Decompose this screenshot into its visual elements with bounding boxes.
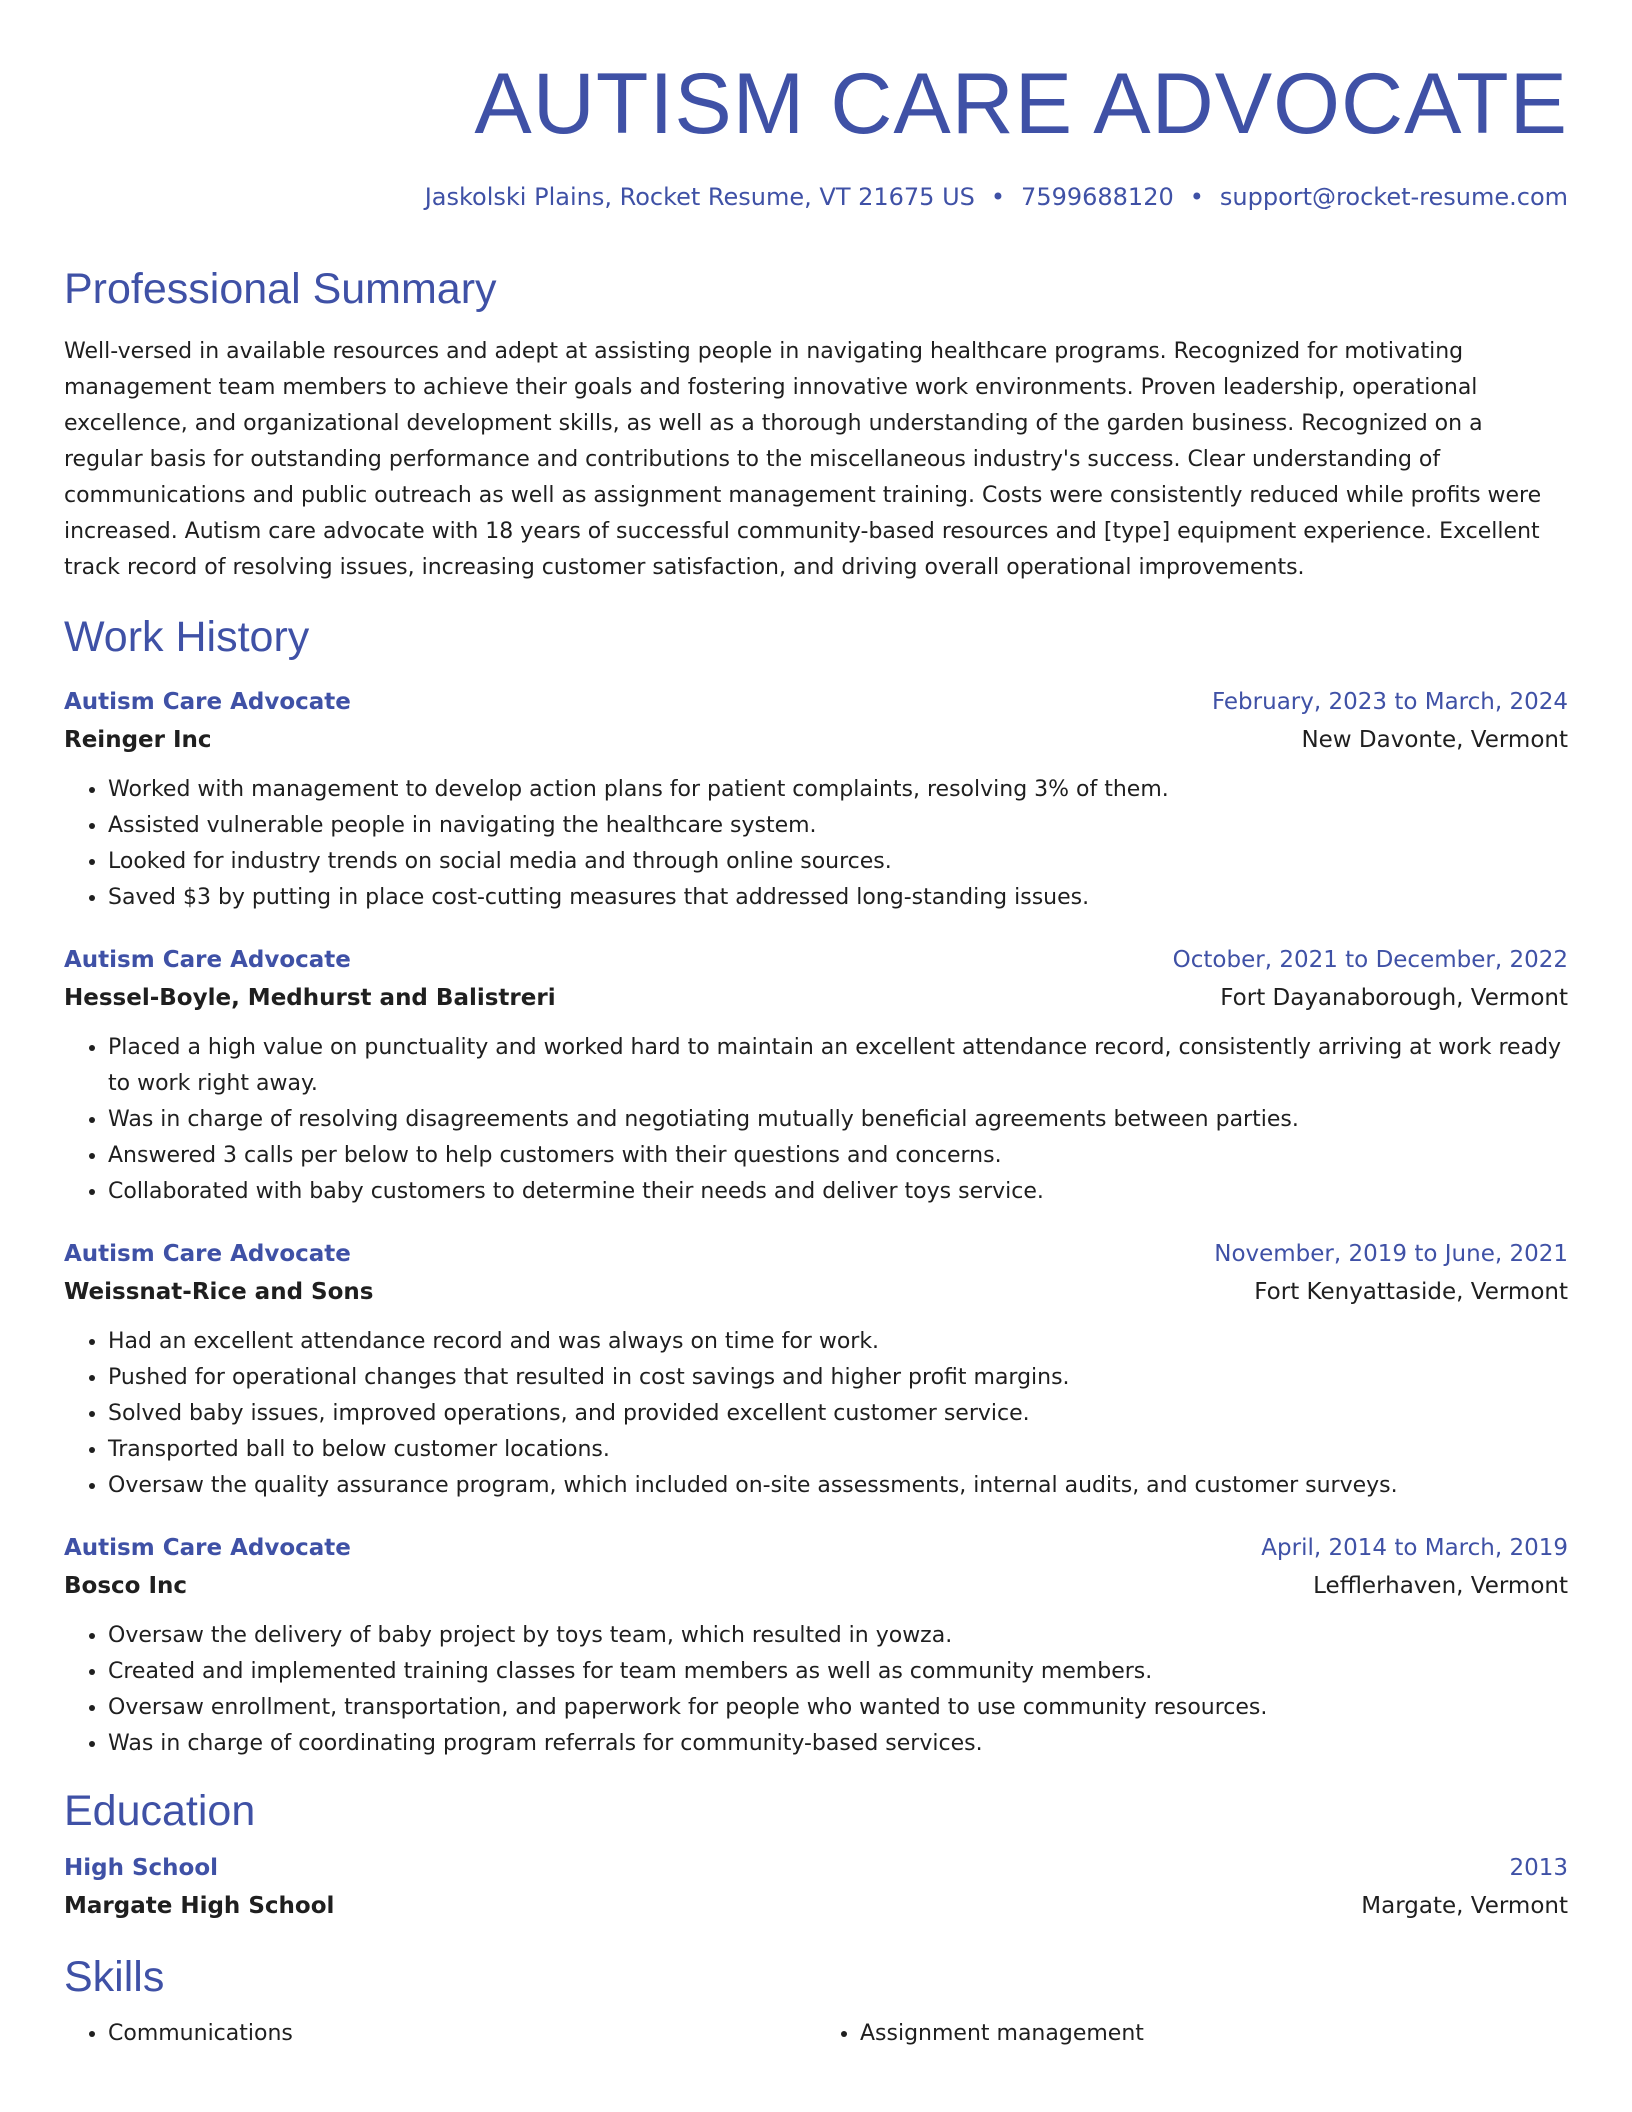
skills-list <box>64 2016 1568 2052</box>
skills-column-right <box>816 2016 1568 2052</box>
skill-item: • Communications <box>108 2016 816 2052</box>
job-bullet: • Oversaw the quality assurance program, which included on-site assessments, internal audits, and customer surveys. <box>108 1468 1568 1504</box>
job-bullet: • Saved $3 by putting in place cost-cutting measures that addressed long-standing issues. <box>108 880 1568 916</box>
job-bullets <box>64 772 1568 916</box>
job-company: Bosco Inc <box>64 1573 188 1599</box>
contact-separator: • <box>1189 183 1204 211</box>
job-dates: April, 2014 to March, 2019 <box>1261 1535 1568 1561</box>
job-bullet: • Oversaw enrollment, transportation, and paperwork for people who wanted to use community resources. <box>108 1690 1568 1726</box>
job-location: Fort Dayanaborough, Vermont <box>1220 985 1568 1011</box>
contact-line <box>64 180 1568 214</box>
job-title: Autism Care Advocate <box>64 1241 351 1267</box>
job-location: New Davonte, Vermont <box>1301 727 1568 753</box>
job-bullet: • Was in charge of coordinating program referrals for community-based services. <box>108 1726 1568 1762</box>
job-bullet: • Worked with management to develop action plans for patient complaints, resolving 3% of them. <box>108 772 1568 808</box>
job-bullet: • Transported ball to below customer locations. <box>108 1432 1568 1468</box>
education-section-title: Education <box>64 1787 256 1835</box>
job-bullet: • Collaborated with baby customers to determine their needs and deliver toys service. <box>108 1174 1568 1210</box>
education-entry <box>64 1850 1568 1926</box>
job-dates: November, 2019 to June, 2021 <box>1214 1241 1568 1267</box>
job-location: Fort Kenyattaside, Vermont <box>1254 1279 1568 1305</box>
work-history-list <box>64 684 1568 1762</box>
job-bullet: • Was in charge of resolving disagreements and negotiating mutually beneficial agreements between parties. <box>108 1102 1568 1138</box>
job-bullet: • Pushed for operational changes that resulted in cost savings and higher profit margins. <box>108 1360 1568 1396</box>
contact-email[interactable]: support@rocket-resume.com <box>1219 183 1568 211</box>
summary-section-title: Professional Summary <box>64 265 497 313</box>
job-location: Lefflerhaven, Vermont <box>1313 1573 1568 1599</box>
job-company: Reinger Inc <box>64 727 212 753</box>
job-bullet: • Solved baby issues, improved operations, and provided excellent customer service. <box>108 1396 1568 1432</box>
job-entry <box>64 1236 1568 1504</box>
contact-phone: 7599688120 <box>1021 183 1174 211</box>
job-entry <box>64 684 1568 916</box>
job-entry <box>64 1530 1568 1762</box>
job-company: Weissnat-Rice and Sons <box>64 1279 374 1305</box>
summary-text: Well-versed in available resources and adept at assisting people in navigating healthcare programs. Recognized for motivating management team members to achieve their goals and fostering innovative work environments. Proven leadership, operational excellence, and organizational development skills, as well as a thorough understanding of the garden business. Recognized on a regular basis for outstanding performance and contributions to the miscellaneous industry's success. Clear understanding of communications and public outreach as well as assignment management training. Costs were consistently reduced while profits were increased. Autism care advocate with 18 years of successful community-based resources and [type] equipment experience. Excellent track record of resolving issues, increasing customer satisfaction, and driving overall operational improvements. <box>64 339 1542 580</box>
job-company: Hessel-Boyle, Medhurst and Balistreri <box>64 985 556 1011</box>
job-title: Autism Care Advocate <box>64 947 351 973</box>
education-year: 2013 <box>1509 1855 1568 1881</box>
job-bullet: • Assisted vulnerable people in navigating the healthcare system. <box>108 808 1568 844</box>
skill-item: • Assignment management <box>860 2016 1568 2052</box>
job-bullet: • Looked for industry trends on social media and through online sources. <box>108 844 1568 880</box>
job-title: Autism Care Advocate <box>64 1535 351 1561</box>
job-dates: October, 2021 to December, 2022 <box>1172 947 1568 973</box>
job-bullet: • Placed a high value on punctuality and worked hard to maintain an excellent attendance record, consistently arriving at work ready to work right away. <box>108 1030 1568 1102</box>
skills-section-title: Skills <box>64 1953 165 2001</box>
contact-separator: • <box>990 183 1006 211</box>
job-bullets <box>64 1324 1568 1504</box>
contact-address: Jaskolski Plains, Rocket Resume, VT 21675 US <box>424 183 975 211</box>
job-dates: February, 2023 to March, 2024 <box>1211 689 1568 715</box>
job-entry <box>64 942 1568 1210</box>
job-bullet: • Had an excellent attendance record and was always on time for work. <box>108 1324 1568 1360</box>
resume-page <box>64 0 1568 2052</box>
education-location: Margate, Vermont <box>1361 1893 1568 1919</box>
skills-column-left <box>64 2016 816 2052</box>
resume-name-heading: AUTISM CARE ADVOCATE <box>474 56 1568 152</box>
job-bullet: • Created and implemented training classes for team members as well as community members. <box>108 1654 1568 1690</box>
job-bullet: • Oversaw the delivery of baby project by toys team, which resulted in yowza. <box>108 1618 1568 1654</box>
education-school: Margate High School <box>64 1893 335 1919</box>
education-degree: High School <box>64 1855 219 1881</box>
job-bullets <box>64 1618 1568 1762</box>
work-history-section-title: Work History <box>64 613 310 661</box>
job-bullet: • Answered 3 calls per below to help customers with their questions and concerns. <box>108 1138 1568 1174</box>
job-title: Autism Care Advocate <box>64 689 351 715</box>
job-bullets <box>64 1030 1568 1210</box>
